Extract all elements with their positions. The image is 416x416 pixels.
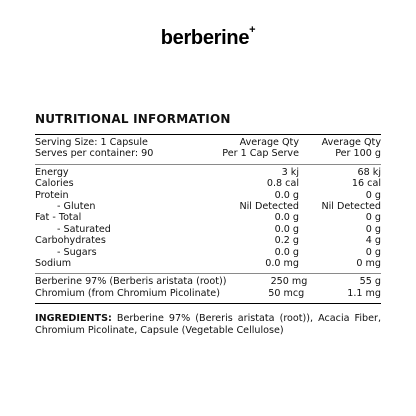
serving-row-label: Serving Size: 1 Capsule bbox=[35, 137, 148, 148]
nutrient-row-per-100g: 4 g bbox=[365, 235, 381, 247]
nutrient-row-per-100g: 0 g bbox=[365, 212, 381, 224]
serving-row-per-serve: Per 1 Cap Serve bbox=[222, 148, 299, 160]
nutrient-row-per-100g: 0 g bbox=[365, 223, 381, 235]
brand-plus-mark: + bbox=[249, 24, 256, 36]
nutrient-row bbox=[35, 247, 381, 258]
nutrient-row-label: Carbohydrates bbox=[35, 235, 106, 247]
nutrient-row bbox=[35, 258, 381, 269]
nutrient-row bbox=[35, 235, 381, 246]
nutrient-row-per-100g: Nil Detected bbox=[321, 201, 381, 213]
nutrient-row-per-100g: 0 g bbox=[365, 189, 381, 201]
serving-row bbox=[35, 148, 381, 159]
nutrient-row-per-serve: 0.2 g bbox=[274, 235, 299, 247]
nutrient-row-per-serve: 0.0 g bbox=[274, 189, 299, 201]
panel-bottom-divider bbox=[35, 303, 381, 304]
serving-row-per-100g: Per 100 g bbox=[335, 148, 381, 160]
active-row-per-100g: 1.1 mg bbox=[347, 287, 381, 299]
active-row bbox=[35, 288, 381, 299]
nutrient-row bbox=[35, 224, 381, 235]
nutrient-row-per-serve: 3 kj bbox=[281, 166, 299, 178]
nutrient-row-per-serve: Nil Detected bbox=[239, 201, 299, 213]
nutrient-row-label: - Gluten bbox=[57, 201, 96, 213]
active-row-per-serve: 250 mg bbox=[270, 276, 308, 288]
active-row-per-100g: 55 g bbox=[359, 276, 381, 288]
nutrient-row-label: Sodium bbox=[35, 258, 72, 270]
nutrient-row-label: Fat - Total bbox=[35, 212, 82, 224]
nutrient-row-label: - Sugars bbox=[57, 246, 97, 258]
nutrition-panel bbox=[35, 112, 381, 304]
nutrient-table bbox=[35, 165, 381, 274]
nutrient-row-label: - Saturated bbox=[57, 223, 111, 235]
serving-header bbox=[35, 135, 381, 164]
active-ingredients-table bbox=[35, 274, 381, 303]
brand-logo bbox=[0, 24, 416, 50]
panel-title: NUTRITIONAL INFORMATION bbox=[35, 112, 231, 126]
nutrient-row-per-100g: 68 kj bbox=[357, 166, 381, 178]
ingredients-statement bbox=[35, 313, 381, 336]
active-row bbox=[35, 276, 381, 287]
brand-name: berberine bbox=[160, 27, 250, 49]
nutrient-row-per-serve: 0.0 mg bbox=[265, 258, 299, 270]
nutrient-row bbox=[35, 201, 381, 212]
active-row-label: Berberine 97% (Berberis aristata (root)) bbox=[35, 276, 227, 288]
serving-row-per-100g: Average Qty bbox=[321, 137, 381, 148]
active-row-label: Chromium (from Chromium Picolinate) bbox=[35, 287, 220, 299]
serving-row-label: Serves per container: 90 bbox=[35, 148, 154, 160]
nutrient-row bbox=[35, 167, 381, 178]
nutrient-row-per-serve: 0.0 g bbox=[274, 223, 299, 235]
serving-row-per-serve: Average Qty bbox=[239, 137, 299, 148]
nutrient-row bbox=[35, 178, 381, 189]
nutrient-row-per-serve: 0.0 g bbox=[274, 246, 299, 258]
nutrient-row-per-serve: 0.8 cal bbox=[266, 178, 299, 190]
ingredients-text: Berberine 97% (Bereris aristata (root)), Acacia Fiber, Chromium Picolinate, Capsule (Vegetable Cellulose) bbox=[35, 313, 381, 336]
nutrient-row-label: Protein bbox=[35, 189, 69, 201]
nutrient-row bbox=[35, 190, 381, 201]
nutrient-row bbox=[35, 212, 381, 223]
active-row-per-serve: 50 mcg bbox=[268, 287, 305, 299]
ingredients-heading: INGREDIENTS: bbox=[35, 313, 112, 324]
nutrient-row-label: Energy bbox=[35, 166, 69, 178]
nutrient-row-per-100g: 16 cal bbox=[351, 178, 381, 190]
serving-row bbox=[35, 137, 381, 148]
nutrient-row-per-serve: 0.0 g bbox=[274, 212, 299, 224]
nutrient-row-per-100g: 0 g bbox=[365, 246, 381, 258]
nutrient-row-label: Calories bbox=[35, 178, 74, 190]
nutrient-row-per-100g: 0 mg bbox=[356, 258, 381, 270]
